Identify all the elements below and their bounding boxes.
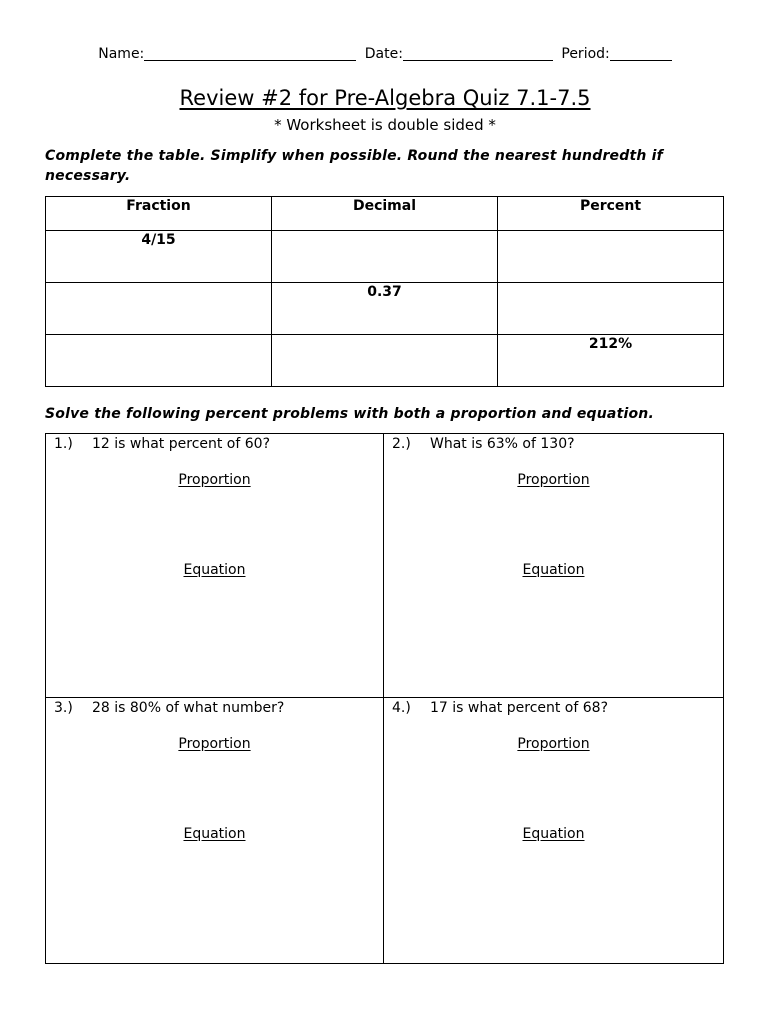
date-label: Date: <box>364 46 403 62</box>
problem-box-3 <box>46 698 384 963</box>
problem-text: 28 is 80% of what number? <box>92 700 285 716</box>
problem-box-2 <box>384 434 723 698</box>
problem-number: 2.) <box>392 436 411 452</box>
problem-box-1 <box>46 434 384 698</box>
table-cell <box>46 283 272 335</box>
problem-text: 17 is what percent of 68? <box>430 700 609 716</box>
table-cell <box>46 335 272 387</box>
table-header-row <box>46 197 724 231</box>
problem-number: 4.) <box>392 700 411 716</box>
equation-label: Equation <box>183 562 246 578</box>
problem-text: 12 is what percent of 60? <box>92 436 271 452</box>
proportion-label: Proportion <box>517 736 590 752</box>
problem-number: 1.) <box>54 436 73 452</box>
table-cell: 212% <box>498 335 724 387</box>
table-cell <box>272 231 498 283</box>
proportion-label: Proportion <box>178 472 251 488</box>
table-cell: 4/15 <box>46 231 272 283</box>
equation-label: Equation <box>522 826 585 842</box>
period-label: Period: <box>561 46 610 62</box>
period-blank[interactable] <box>610 46 672 61</box>
problem-box-4 <box>384 698 723 963</box>
header-fraction: Fraction <box>46 197 272 231</box>
table-cell <box>498 231 724 283</box>
table-instructions: Complete the table. Simplify when possible. Round the nearest hundredth if necessary. <box>45 148 663 184</box>
problem-2 <box>392 436 575 452</box>
problem-4 <box>392 700 608 716</box>
problem-1 <box>54 436 270 452</box>
table-row <box>46 335 724 387</box>
proportion-label: Proportion <box>517 472 590 488</box>
table-cell <box>498 283 724 335</box>
header-decimal: Decimal <box>272 197 498 231</box>
header-percent: Percent <box>498 197 724 231</box>
problem-text: What is 63% of 130? <box>430 436 575 452</box>
student-info-line <box>0 46 770 62</box>
name-label: Name: <box>98 46 145 62</box>
worksheet-subtitle: * Worksheet is double sided * <box>274 116 496 134</box>
conversion-table <box>45 196 724 387</box>
equation-label: Equation <box>183 826 246 842</box>
problems-instructions: Solve the following percent problems with both a proportion and equation. <box>45 406 654 422</box>
problem-grid <box>45 433 724 964</box>
worksheet-title: Review #2 for Pre-Algebra Quiz 7.1-7.5 <box>179 86 591 110</box>
problem-3 <box>54 700 284 716</box>
problem-number: 3.) <box>54 700 73 716</box>
table-row <box>46 231 724 283</box>
equation-label: Equation <box>522 562 585 578</box>
date-blank[interactable] <box>403 46 553 61</box>
proportion-label: Proportion <box>178 736 251 752</box>
table-row <box>46 283 724 335</box>
table-cell: 0.37 <box>272 283 498 335</box>
name-blank[interactable] <box>144 46 356 61</box>
table-cell <box>272 335 498 387</box>
